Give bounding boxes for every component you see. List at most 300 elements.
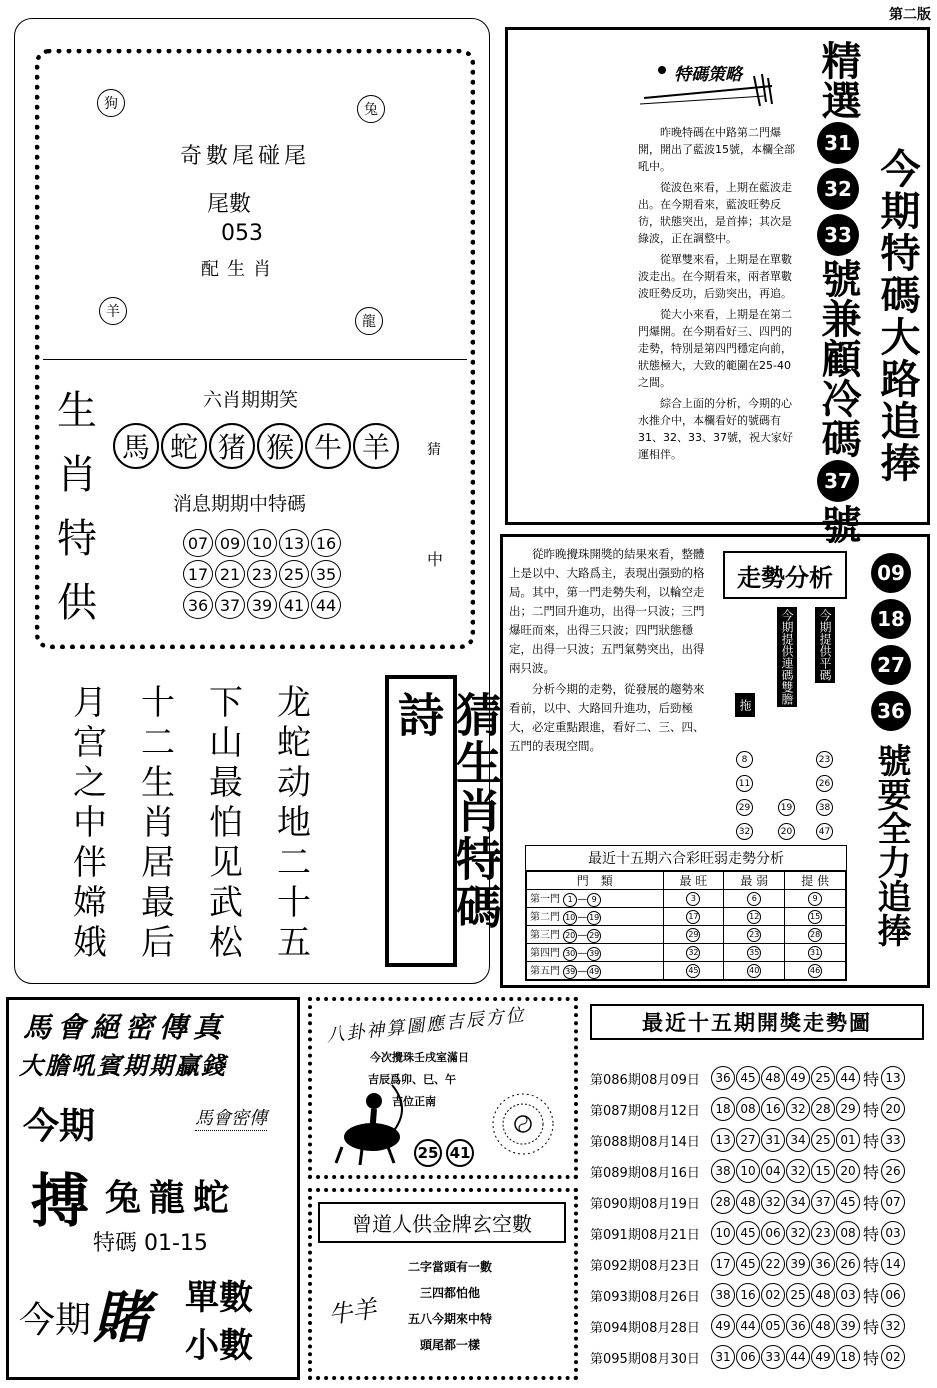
history-ball: 49 [786, 1066, 810, 1090]
poem-char: 后 [141, 923, 175, 963]
cold-cell [724, 944, 785, 962]
poem-column [277, 683, 311, 963]
guess-char: 猜 [427, 442, 441, 458]
history-ball: 08 [836, 1221, 860, 1245]
poem-char: 最 [209, 763, 243, 803]
poem-char: 动 [277, 763, 311, 803]
offer-ball: 28 [808, 928, 822, 942]
strategy-side-title: 今期特碼大路追捧 [874, 148, 920, 484]
side-char: 供 [57, 580, 97, 626]
hot-cell [663, 908, 724, 926]
poem-char: 伴 [73, 843, 107, 883]
special-label: 特 [863, 1193, 880, 1213]
fax-gamble-big: 賭 [93, 1286, 149, 1351]
history-ball: 32 [786, 1221, 810, 1245]
special-label: 特 [863, 1255, 880, 1275]
flat-ball: 26 [816, 775, 833, 792]
gold-sign: 牛羊 [326, 1294, 379, 1330]
history-ball: 25 [811, 1066, 835, 1090]
range-ball: 9 [587, 893, 601, 907]
cold-cell [724, 908, 785, 926]
door-cell: 第二門 10 — 19 [527, 908, 664, 926]
strategy-paragraph: 從波色來看，上期在藍波走出。在今期看來，藍波旺勢反彷，狀態突出，是首捧；其次是綠波，正在調整中。 [638, 181, 792, 245]
history-ball: 10 [711, 1221, 735, 1245]
history-panel [586, 1000, 932, 1382]
fax-logo: 馬會密傳 [195, 1104, 267, 1131]
special-label: 特 [863, 1224, 880, 1244]
poem-char: 娥 [73, 923, 107, 963]
strategy-text [638, 124, 798, 463]
history-ball: 44 [786, 1345, 810, 1369]
fax-gamble-label: 今期 [19, 1300, 92, 1341]
history-ball: 05 [761, 1314, 785, 1338]
offer-cell [785, 944, 846, 962]
hot-cell [663, 926, 724, 944]
number-ball: 41 [279, 591, 309, 619]
fax-panel [6, 997, 300, 1380]
history-ball: 48 [736, 1190, 760, 1214]
poem-column [141, 683, 175, 963]
offer-cell [785, 908, 846, 926]
history-label: 第087期08月12日 [590, 1103, 700, 1119]
trend-panel [500, 534, 930, 988]
special-ball: 07 [881, 1190, 905, 1214]
history-ball: 39 [786, 1252, 810, 1276]
gold-title: 曾道人供金牌玄空數 [318, 1202, 566, 1243]
pick-ball: 33 [817, 214, 859, 256]
history-ball: 45 [736, 1252, 760, 1276]
poem-char: 怕 [209, 803, 243, 843]
history-ball: 13 [711, 1128, 735, 1152]
fax-special: 特碼 01-15 [93, 1231, 208, 1256]
history-ball: 22 [761, 1252, 785, 1276]
trend-table-title: 最近十五期六合彩旺弱走勢分析 [526, 846, 846, 871]
history-ball: 49 [711, 1314, 735, 1338]
fax-gamble-opt: 小數 [185, 1326, 253, 1366]
strategy-paragraph: 從大小來看，上期是在第二門爆開。在今期看好三、四門的走勢，特別是第四門穩定向前，狀態極大，大致的範圍在25-40之間。 [638, 308, 792, 389]
poem-char: 月 [73, 683, 107, 723]
pick-ball: 37 [817, 460, 859, 502]
trend-paragraph: 分析今期的走勢，從發展的趨勢來看前，以中、大路回升進功，后勁極大，必定重點跟進，看好二、三、四、五門的表現空間。 [509, 682, 705, 753]
table-header: 門 類 [527, 872, 664, 890]
poem-char: 见 [209, 843, 243, 883]
history-ball: 25 [786, 1283, 810, 1307]
zodiac-corner: 羊 [99, 297, 127, 325]
history-ball: 08 [736, 1097, 760, 1121]
trend-pick-ball: 18 [871, 599, 911, 639]
number-ball: 25 [279, 560, 309, 588]
history-ball: 16 [736, 1283, 760, 1307]
number-ball: 21 [215, 560, 245, 588]
poem-char: 居 [141, 843, 175, 883]
bagua-title: 八卦神算圖應吉辰方位 [325, 1004, 527, 1047]
history-ball: 36 [811, 1252, 835, 1276]
six-subheading: 消息期期中特碼 [173, 493, 307, 515]
history-ball: 39 [836, 1314, 860, 1338]
six-heading: 六肖期期笑 [203, 389, 299, 411]
door-name: 第二門 [530, 912, 560, 924]
offer-cell [785, 962, 846, 980]
history-rows [590, 1066, 905, 1369]
history-ball: 17 [711, 1252, 735, 1276]
special-label: 特 [863, 1131, 880, 1151]
history-ball: 45 [736, 1221, 760, 1245]
bagua-balls [414, 1139, 474, 1167]
strategy-panel [505, 27, 930, 544]
divider [43, 359, 467, 360]
bagua-line1: 今次攪珠壬戌室滿日 [370, 1051, 469, 1064]
poem-char: 松 [209, 923, 243, 963]
number-ball: 37 [215, 591, 245, 619]
gold-lines [408, 1254, 492, 1358]
flat-ball: 47 [816, 823, 833, 840]
poem-char: 蛇 [277, 723, 311, 763]
history-ball: 32 [786, 1159, 810, 1183]
history-ball: 25 [811, 1128, 835, 1152]
special-ball: 03 [881, 1221, 905, 1245]
poem-char: 山 [209, 723, 243, 763]
pick-label: 精選 [815, 40, 861, 120]
number-ball: 36 [183, 591, 213, 619]
strategy-paragraph: 昨晚特碼在中路第二門爆開，開出了藍波15號，本欄全部吼中。 [638, 126, 795, 173]
history-label: 第089期08月16日 [590, 1165, 700, 1181]
poem-title: 猜生肖特碼詩 [391, 691, 503, 931]
history-title: 最近十五期開獎走勢圖 [642, 1011, 872, 1035]
range-ball: 30 [563, 947, 577, 961]
side-title [57, 379, 97, 635]
range-ball: 39 [563, 965, 577, 979]
poem-column [73, 683, 107, 963]
animal-ball: 猴 [257, 423, 303, 469]
poem-char: 地 [277, 803, 311, 843]
pick-end: 號 [815, 504, 861, 544]
trend-table-wrap [525, 845, 847, 981]
zodiac-corner: 狗 [97, 89, 125, 117]
history-ball: 03 [836, 1283, 860, 1307]
history-ball: 01 [836, 1128, 860, 1152]
animal-ball: 蛇 [161, 423, 207, 469]
hot-ball: 17 [686, 910, 700, 924]
hot-cell [663, 944, 724, 962]
cold-ball: 6 [747, 892, 761, 906]
cold-ball: 12 [747, 910, 761, 924]
tow-ball: 32 [736, 823, 753, 840]
special-label: 特 [863, 1348, 880, 1368]
zodiac-corner: 兔 [357, 95, 385, 123]
special-label: 特 [863, 1286, 880, 1306]
history-ball: 37 [811, 1190, 835, 1214]
bagua-panel [308, 997, 578, 1179]
door-cell: 第五門 39 — 49 [527, 962, 664, 980]
table-header: 提 供 [785, 872, 846, 890]
strategy-paragraph: 從單雙來看，上期是在單數波走出。在今期看來，兩者單數波旺勢反功，后勁突出，再追。 [638, 253, 792, 300]
hot-ball: 32 [686, 946, 700, 960]
trend-pick-ball: 27 [871, 645, 911, 685]
tow-ball: 29 [736, 799, 753, 816]
history-ball: 18 [836, 1345, 860, 1369]
bagua-line3: 吉位正南 [392, 1095, 436, 1108]
hot-ball: 3 [686, 892, 700, 906]
history-ball: 45 [736, 1066, 760, 1090]
number-ball: 10 [247, 529, 277, 557]
history-ball: 45 [836, 1190, 860, 1214]
fax-issue: 今期 [23, 1106, 96, 1147]
poem-char: 下 [209, 683, 243, 723]
history-ball: 26 [836, 1252, 860, 1276]
special-ball: 13 [881, 1066, 905, 1090]
history-row [590, 1252, 905, 1276]
poem-char: 中 [73, 803, 107, 843]
history-ball: 49 [811, 1345, 835, 1369]
side-char: 特 [57, 516, 97, 562]
history-ball: 31 [711, 1345, 735, 1369]
history-row [590, 1221, 905, 1245]
history-ball: 38 [711, 1283, 735, 1307]
poem-char: 最 [141, 883, 175, 923]
table-row [527, 926, 846, 944]
gold-line: 頭尾都一樣 [420, 1338, 481, 1352]
history-ball: 28 [711, 1190, 735, 1214]
trend-title: 走勢分析 [737, 563, 833, 592]
history-ball: 28 [811, 1097, 835, 1121]
trend-pick-ball: 36 [871, 691, 911, 731]
fax-title2: 大膽吼賓期期贏錢 [19, 1052, 227, 1080]
special-ball: 06 [881, 1283, 905, 1307]
fax-bet-big: 搏 [31, 1167, 90, 1235]
poem-char: 龙 [277, 683, 311, 723]
bagua-ball: 41 [446, 1139, 474, 1167]
cold-cell [724, 926, 785, 944]
poem-char: 二 [141, 723, 175, 763]
poem-char: 宫 [73, 723, 107, 763]
history-ball: 04 [761, 1159, 785, 1183]
tail-title: 奇數尾碰尾 [180, 144, 311, 169]
poem-char: 武 [209, 883, 243, 923]
pick-text: 號兼顧冷碼 [815, 258, 861, 458]
zodiac-corner: 龍 [355, 307, 383, 335]
hit-char: 中 [427, 550, 444, 569]
range-ball: 49 [587, 965, 601, 979]
pair-ball: 20 [778, 823, 795, 840]
history-ball: 23 [811, 1221, 835, 1245]
bagua-line2: 吉辰爲卯、巳、午 [368, 1073, 456, 1086]
poem-char: 十 [277, 883, 311, 923]
flat-ball: 38 [816, 799, 833, 816]
offer-ball: 9 [808, 892, 822, 906]
history-ball: 27 [736, 1128, 760, 1152]
special-ball: 32 [881, 1314, 905, 1338]
door-name: 第四門 [530, 948, 560, 960]
trend-side-column [871, 553, 911, 947]
pick-ball: 32 [817, 168, 859, 210]
side-char: 肖 [57, 452, 97, 498]
table-row [527, 890, 846, 908]
history-ball: 38 [711, 1159, 735, 1183]
hot-ball: 45 [686, 964, 700, 978]
special-ball: 20 [881, 1097, 905, 1121]
history-row [590, 1097, 905, 1121]
history-ball: 02 [761, 1283, 785, 1307]
number-row [183, 560, 341, 588]
number-ball: 13 [279, 529, 309, 557]
table-header: 最 旺 [663, 872, 724, 890]
gold-line: 二字當頭有一數 [408, 1260, 493, 1274]
gold-panel [308, 1188, 578, 1380]
trend-title-box [723, 551, 847, 599]
flat-column [816, 751, 833, 840]
offer-cell [785, 890, 846, 908]
top-left-panel [14, 18, 503, 984]
cold-ball: 35 [747, 946, 761, 960]
trend-text [509, 545, 709, 756]
history-ball: 36 [711, 1066, 735, 1090]
history-row [590, 1190, 905, 1214]
special-ball: 33 [881, 1128, 905, 1152]
number-ball: 07 [183, 529, 213, 557]
history-ball: 44 [836, 1066, 860, 1090]
door-cell: 第四門 30 — 39 [527, 944, 664, 962]
tail-label: 尾數 [207, 192, 252, 217]
gold-line: 五八今期來中特 [408, 1312, 493, 1326]
flat-ball: 23 [816, 751, 833, 768]
history-ball: 48 [761, 1066, 785, 1090]
table-row [527, 962, 846, 980]
poem-columns [73, 683, 311, 963]
history-ball: 16 [761, 1097, 785, 1121]
animal-ball: 馬 [113, 423, 159, 469]
fax-gamble-opt: 單數 [185, 1278, 253, 1318]
strategy-logo-title: 特碼策略 [674, 65, 742, 85]
cold-cell [724, 962, 785, 980]
door-name: 第五門 [530, 966, 560, 978]
edition-label: 第二版 [889, 7, 931, 23]
table-row [527, 908, 846, 926]
hot-cell [663, 890, 724, 908]
poem-column [209, 683, 243, 963]
bagua-ball: 25 [414, 1139, 442, 1167]
door-cell: 第一門 1 — 9 [527, 890, 664, 908]
offer-ball: 46 [808, 964, 822, 978]
history-ball: 48 [811, 1314, 835, 1338]
history-ball: 31 [761, 1128, 785, 1152]
tow-ball: 11 [736, 775, 753, 792]
history-label: 第086期08月09日 [590, 1072, 700, 1088]
poem-char: 之 [73, 763, 107, 803]
fax-title1: 馬會絕密傳真 [23, 1011, 228, 1044]
pair-column [778, 799, 795, 840]
door-cell: 第三門 20 — 29 [527, 926, 664, 944]
tail-sub: 配生肖 [201, 259, 279, 280]
cold-cell [724, 890, 785, 908]
history-row [590, 1314, 905, 1338]
number-ball: 23 [247, 560, 277, 588]
history-ball: 06 [736, 1345, 760, 1369]
offer-cell [785, 926, 846, 944]
history-row [590, 1345, 905, 1369]
tail-number: 053 [221, 221, 263, 246]
history-row [590, 1283, 905, 1307]
tow-ball: 8 [736, 751, 753, 768]
cold-ball: 40 [747, 964, 761, 978]
number-ball: 44 [311, 591, 341, 619]
animal-ball: 羊 [353, 423, 399, 469]
door-name: 第三門 [530, 930, 560, 942]
poem-char: 五 [277, 923, 311, 963]
gold-line: 三四都怕他 [420, 1286, 481, 1300]
offer-ball: 31 [808, 946, 822, 960]
history-label: 第090期08月19日 [590, 1196, 700, 1212]
trend-paragraph: 從昨晚攪珠開獎的結果來看，整體上是以中、大路爲主，表現出强勁的格局。其中，第一門走勢失利，以輪空走出；二門回升進功，出得一只波；三門爆旺而來，出得三只波；四門狀態穩定，出得一只波；五門氣勢突出，出得兩只波。 [509, 547, 705, 675]
history-ball: 20 [836, 1159, 860, 1183]
bagua-icon [488, 1089, 558, 1159]
strategy-logo [634, 58, 780, 110]
hot-cell [663, 962, 724, 980]
history-ball: 48 [811, 1283, 835, 1307]
trend-side-text: 號要全力追捧 [871, 743, 911, 947]
poem-char: 肖 [141, 803, 175, 843]
history-row [590, 1128, 905, 1152]
special-ball: 02 [881, 1345, 905, 1369]
history-label: 第093期08月26日 [590, 1289, 700, 1305]
special-ball: 26 [881, 1159, 905, 1183]
table-header: 最 弱 [724, 872, 785, 890]
range-ball: 10 [563, 911, 577, 925]
history-title-box [590, 1004, 924, 1040]
history-label: 第095期08月30日 [590, 1351, 700, 1367]
range-ball: 20 [563, 929, 577, 943]
history-row [590, 1159, 905, 1183]
special-label: 特 [863, 1100, 880, 1120]
offer-ball: 15 [808, 910, 822, 924]
range-ball: 29 [587, 929, 601, 943]
strategy-picks-column [812, 40, 864, 544]
fax-bet-animals: 兔龍蛇 [105, 1178, 238, 1219]
pick-ball: 31 [817, 122, 859, 164]
poem-char: 十 [141, 683, 175, 723]
history-label: 第091期08月21日 [590, 1227, 700, 1243]
strategy-paragraph: 綜合上面的分析，今期的心水推介中，本欄看好的號碼有31、32、33、37號，祝大家好運相伴。 [638, 397, 793, 461]
history-ball: 10 [736, 1159, 760, 1183]
number-ball: 35 [311, 560, 341, 588]
special-label: 特 [863, 1162, 880, 1182]
history-row [590, 1066, 905, 1090]
archer-icon [322, 1075, 418, 1167]
pair-ball: 19 [778, 799, 795, 816]
number-grid [183, 529, 341, 619]
side-char: 生 [57, 388, 97, 434]
special-label: 特 [863, 1069, 880, 1089]
door-name: 第一門 [530, 894, 560, 906]
number-row [183, 529, 341, 557]
number-row [183, 591, 341, 619]
range-ball: 39 [587, 947, 601, 961]
flat-label: 今期提供平碼 [815, 607, 835, 683]
history-ball: 18 [711, 1097, 735, 1121]
pair-label: 今期提供連碼雙膽 [777, 607, 797, 707]
number-ball: 39 [247, 591, 277, 619]
range-ball: 19 [587, 911, 601, 925]
number-ball: 16 [311, 529, 341, 557]
animal-ball: 牛 [305, 423, 351, 469]
history-ball: 34 [786, 1128, 810, 1152]
trend-table [526, 871, 846, 980]
tow-column [736, 751, 753, 840]
history-label: 第092期08月23日 [590, 1258, 700, 1274]
animal-ball: 猪 [209, 423, 255, 469]
special-label: 特 [863, 1317, 880, 1337]
tow-label: 拖 [735, 693, 755, 717]
history-ball: 32 [786, 1097, 810, 1121]
